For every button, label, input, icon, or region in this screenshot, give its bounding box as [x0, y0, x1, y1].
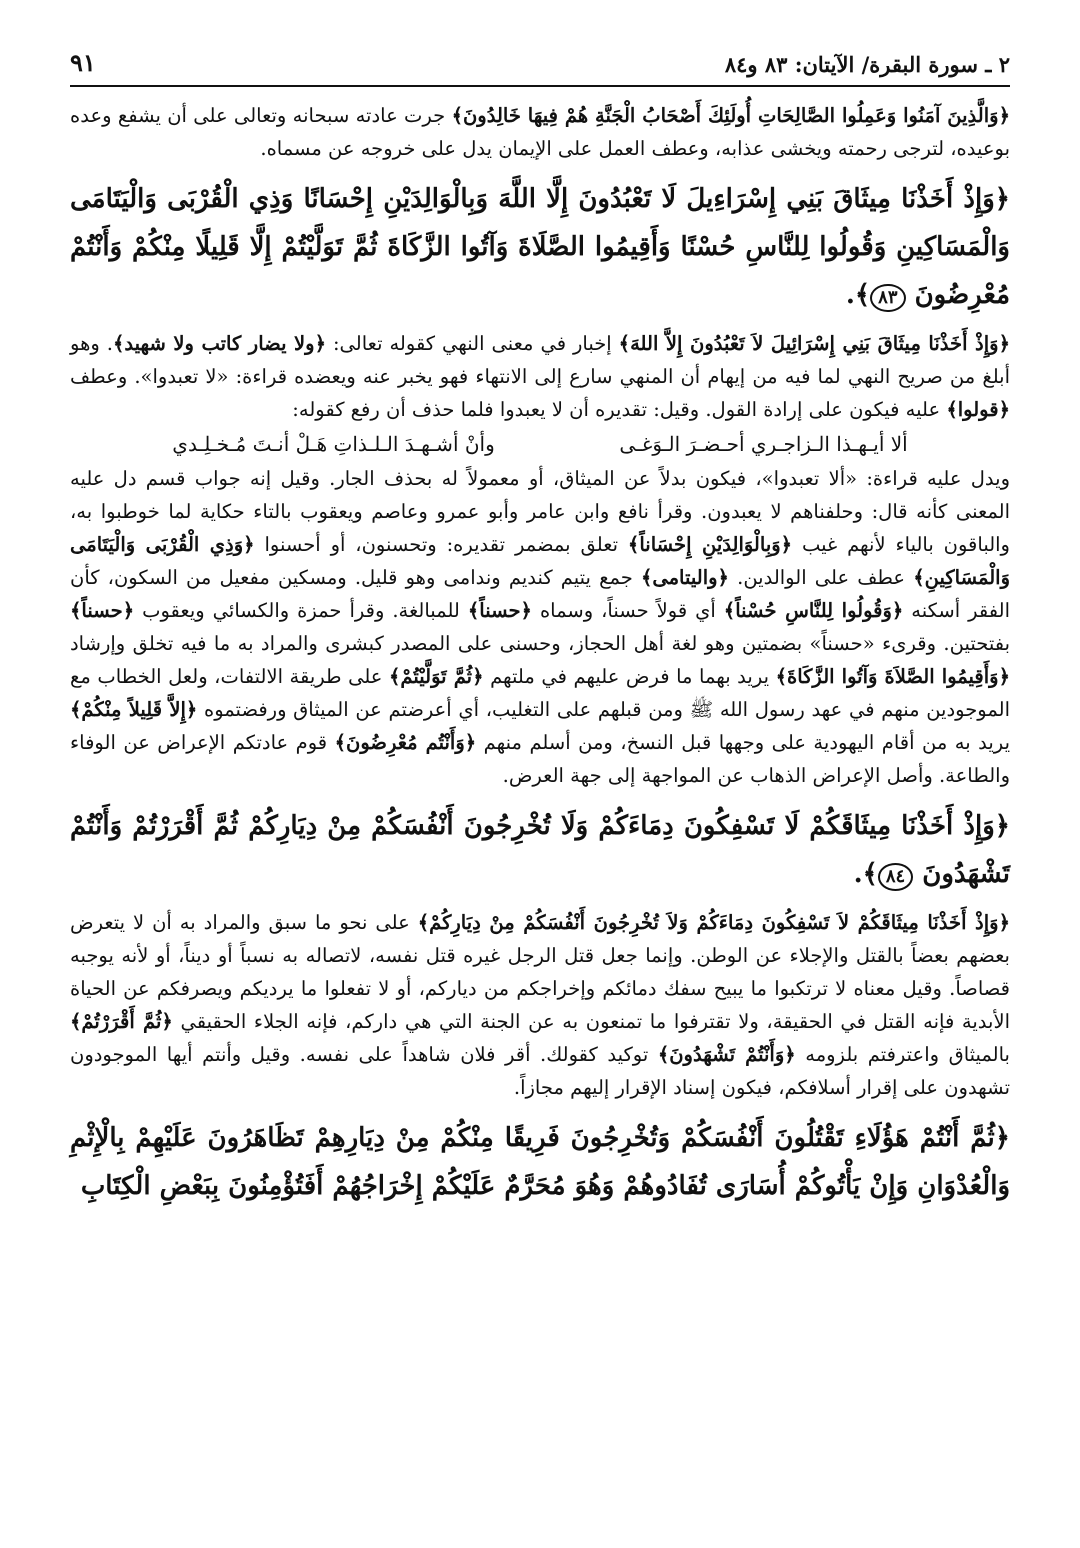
commentary-text: بالميثاق واعترفتم بلزومه [795, 1043, 1010, 1066]
poetry-verse [110, 432, 970, 456]
quran-quote: ﴿حسناً﴾ [70, 599, 135, 622]
commentary-text: إخبار في معنى النهي كقوله تعالى: [326, 332, 619, 355]
quran-quote: ﴿ولا يضار كاتب ولا شهيد﴾ [112, 332, 327, 355]
quran-quote: ﴿وَأَنْتُمْ تَشْهَدُونَ﴾ [657, 1043, 796, 1066]
poetry-first-hemistich: ألا أيـهـذا الـزاجـري أحـضـرَ الـوَغـى [619, 432, 908, 456]
poetry-second-hemistich: وأنْ أشـهـدَ الـلـذاتِ هَـلْ أنـتَ مُـخـلِـدي [172, 432, 495, 456]
commentary-paragraph-3 [70, 462, 1010, 792]
ayah-end: ﴾. [845, 280, 871, 310]
commentary-text: توكيد كقولك. أقر فلان شاهداً على نفسه. وقيل وأنتم أيها الموجودون تشهدون على إقرار أسلافكم، فيكون إسناد الإقرار إليهم مجازاً. [70, 1043, 1010, 1099]
quran-quote: ﴿وَالَّذِينَ آمَنُوا وَعَمِلُوا الصَّالِحَاتِ أُولَئِكَ أَصْحَابُ الْجَنَّةِ هُمْ فِيهَا خَالِدُونَ﴾ [451, 104, 1010, 127]
commentary-text: يريد به من أقام اليهودية على وجهها قبل النسخ، ومن أسلم منهم [476, 731, 1010, 754]
page-header [70, 48, 1010, 87]
ayah-text: ﴿وَإِذْ أَخَذْنَا مِيثَاقَكُمْ لَا تَسْفِكُونَ دِمَاءَكُمْ وَلَا تُخْرِجُونَ أَنْفُسَكُمْ مِنْ دِيَارِكُمْ ثُمَّ أَقْرَرْتُمْ وَأَنْتُمْ تَشْهَدُونَ [70, 811, 1010, 889]
commentary-text: ويدل عليه قراءة: «ألا تعبدوا»، فيكون بدلاً عن الميثاق، أو معمولاً له بحذف الجار. وقيل إنه جواب قسم دل عليه المعنى كأنه قال: وحلفناهم لا يعبدون. وقرأ نافع وابن عامر وأبو عمرو وعاصم ويعقوب بالتاء حكاية لما خوطبوا به، والباقون بالياء لأنهم غيب [70, 467, 1010, 556]
quran-quote: ﴿قولوا﴾ [946, 398, 1010, 421]
quran-quote: ﴿وَبِالْوَالِدَيْنِ إِحْسَاناً﴾ [627, 533, 793, 556]
quran-quote: ﴿وَإِذْ أَخَذْنَا مِيثَاقَكُمْ لاَ تَسْفِكُونَ دِمَاءَكُمْ وَلاَ تُخْرِجُونَ أَنْفُسَكُمْ مِنْ دِيَارِكُمْ﴾ [417, 911, 1010, 934]
commentary-text: قوم عادتكم الإعراض عن الوفاء والطاعة. وأصل الإعراض الذهاب عن المواجهة إلى جهة العرض. [70, 731, 1010, 787]
quran-quote: ﴿إِلاَّ قَلِيلاً مِنْكُمْ﴾ [70, 698, 198, 721]
quran-quote: ﴿وَأَنْتُم مُعْرِضُونَ﴾ [334, 731, 477, 754]
ayah-84 [70, 802, 1010, 898]
ayah-number-marker: ٨٣ [870, 284, 905, 312]
commentary-text: جمع يتيم كنديم وندامى وهو قليل. ومسكين مفعيل من السكون، كأن الفقر أسكنه [70, 566, 1010, 622]
commentary-text: أي قولاً حسناً، وسماه [531, 599, 724, 622]
quran-quote: ﴿وَقُولُوا لِلنَّاسِ حُسْناً﴾ [723, 599, 904, 622]
quran-quote: ﴿وَأَقِيمُوا الصَّلاَةَ وَآتُوا الزَّكَاةَ﴾ [775, 665, 1011, 688]
ayah-end: ﴾. [853, 859, 878, 889]
commentary-paragraph-1 [70, 99, 1010, 165]
commentary-text: عطف على الوالدين. [728, 566, 914, 589]
commentary-text: . وهو أبلغ من صريح النهي لما فيه من إيهام أن المنهي سارع إلى الانتهاء فهو يخبر عنه ويعضده قراءة: «لا تعبدوا». وعطف [70, 332, 1010, 388]
commentary-text: بفتحتين. وقرىء «حسناً» بضمتين وهو لغة أهل الحجاز، وحسنى على المصدر كبشرى والمراد به ما فيه تخلق وإرشاد [70, 632, 1010, 655]
quran-quote: ﴿وَإِذْ أَخَذْنَا مِيثَاقَ بَنِي إِسْرَائِيلَ لاَ تَعْبُدُونَ إِلاَّ اللهَ﴾ [618, 332, 1011, 355]
ayah-text: ﴿وَإِذْ أَخَذْنَا مِيثَاقَ بَنِي إِسْرَاءِيلَ لَا تَعْبُدُونَ إِلَّا اللَّهَ وَبِالْوَالِدَيْنِ إِحْسَانًا وَذِي الْقُرْبَى وَالْيَتَامَى وَالْمَسَاكِينِ وَقُولُوا لِلنَّاسِ حُسْنًا وَأَقِيمُوا الصَّلَاةَ وَآتُوا الزَّكَاةَ ثُمَّ تَوَلَّيْتُمْ إِلَّا قَلِيلًا مِنْكُمْ وَأَنْتُمْ مُعْرِضُونَ [70, 184, 1010, 310]
quran-quote: ﴿وَذِي الْقُرْبَى وَالْيَتَامَى وَالْمَسَاكِينِ﴾ [70, 533, 1011, 589]
ayah-text: ﴿ثُمَّ أَنْتُمْ هَؤُلَاءِ تَقْتُلُونَ أَنْفُسَكُمْ وَتُخْرِجُونَ فَرِيقًا مِنْكُمْ مِنْ دِيَارِهِمْ تَظَاهَرُونَ عَلَيْهِمْ بِالْإِثْمِ وَالْعُدْوَانِ وَإِنْ يَأْتُوكُمْ أُسَارَى تُفَادُوهُمْ وَهُوَ مُحَرَّمٌ عَلَيْكُمْ إِخْرَاجُهُمْ أَفَتُؤْمِنُونَ بِبَعْضِ الْكِتَابِ [70, 1123, 1010, 1201]
page-number: ٩١ [70, 48, 96, 77]
commentary-text: عليه فيكون على إرادة القول. وقيل: تقديره أن لا يعبدوا فلما حذف أن رفع كقوله: [292, 398, 947, 421]
quran-quote: ﴿ثُمَّ أَقْرَرْتُمْ﴾ [70, 1010, 173, 1033]
commentary-paragraph-2 [70, 327, 1010, 426]
quran-quote: ﴿ثُمَّ تَوَلَّيْتُمْ﴾ [388, 665, 484, 688]
ayah-number-marker: ٨٤ [878, 863, 913, 891]
quran-quote: ﴿حسناً﴾ [467, 599, 532, 622]
quran-quote: ﴿واليتامى﴾ [640, 566, 729, 589]
commentary-text: تعلق بمضمر تقديره: وتحسنون، أو أحسنوا [254, 533, 628, 556]
commentary-text: يريد بهما ما فرض عليهم في ملتهم [483, 665, 776, 688]
commentary-text: على طريقة الالتفات، ولعل الخطاب مع الموجودين منهم في عهد رسول الله ﷺ ومن قبلهم على التغليب، أي أعرضتم عن الميثاق ورفضتموه [70, 665, 1010, 721]
commentary-text: على نحو ما سبق والمراد به أن لا يتعرض بعضهم بعضاً بالقتل والإجلاء عن الوطن. وإنما جعل قتل الرجل غيره قتل نفسه، لاتصاله به نسباً أو ديناً، أو لأنه يوجبه قصاصاً. وقيل معناه لا ترتكبوا ما يبيح سفك دمائكم وإخراجكم من دياركم، أو لا تفعلوا ما يرديكم ويصرفكم عن الحياة الأبدية فإنه القتل في الحقيقة، ولا تقترفوا ما تمنعون به عن الجنة التي هي داركم، فإنه الجلاء الحقيقي [70, 911, 1011, 1033]
commentary-text: للمبالغة. وقرأ حمزة والكسائي ويعقوب [134, 599, 468, 622]
ayah-85 [70, 1114, 1010, 1210]
running-header: ٢ ـ سورة البقرة/ الآيتان: ٨٣ و٨٤ [724, 52, 1010, 77]
ayah-83 [70, 175, 1010, 319]
commentary-paragraph-4 [70, 906, 1010, 1104]
commentary-text: جرت عادته سبحانه وتعالى على أن يشفع وعده بوعيده، لترجى رحمته ويخشى عذابه، وعطف العمل على الإيمان يدل على خروجه عن مسماه. [70, 104, 1010, 160]
